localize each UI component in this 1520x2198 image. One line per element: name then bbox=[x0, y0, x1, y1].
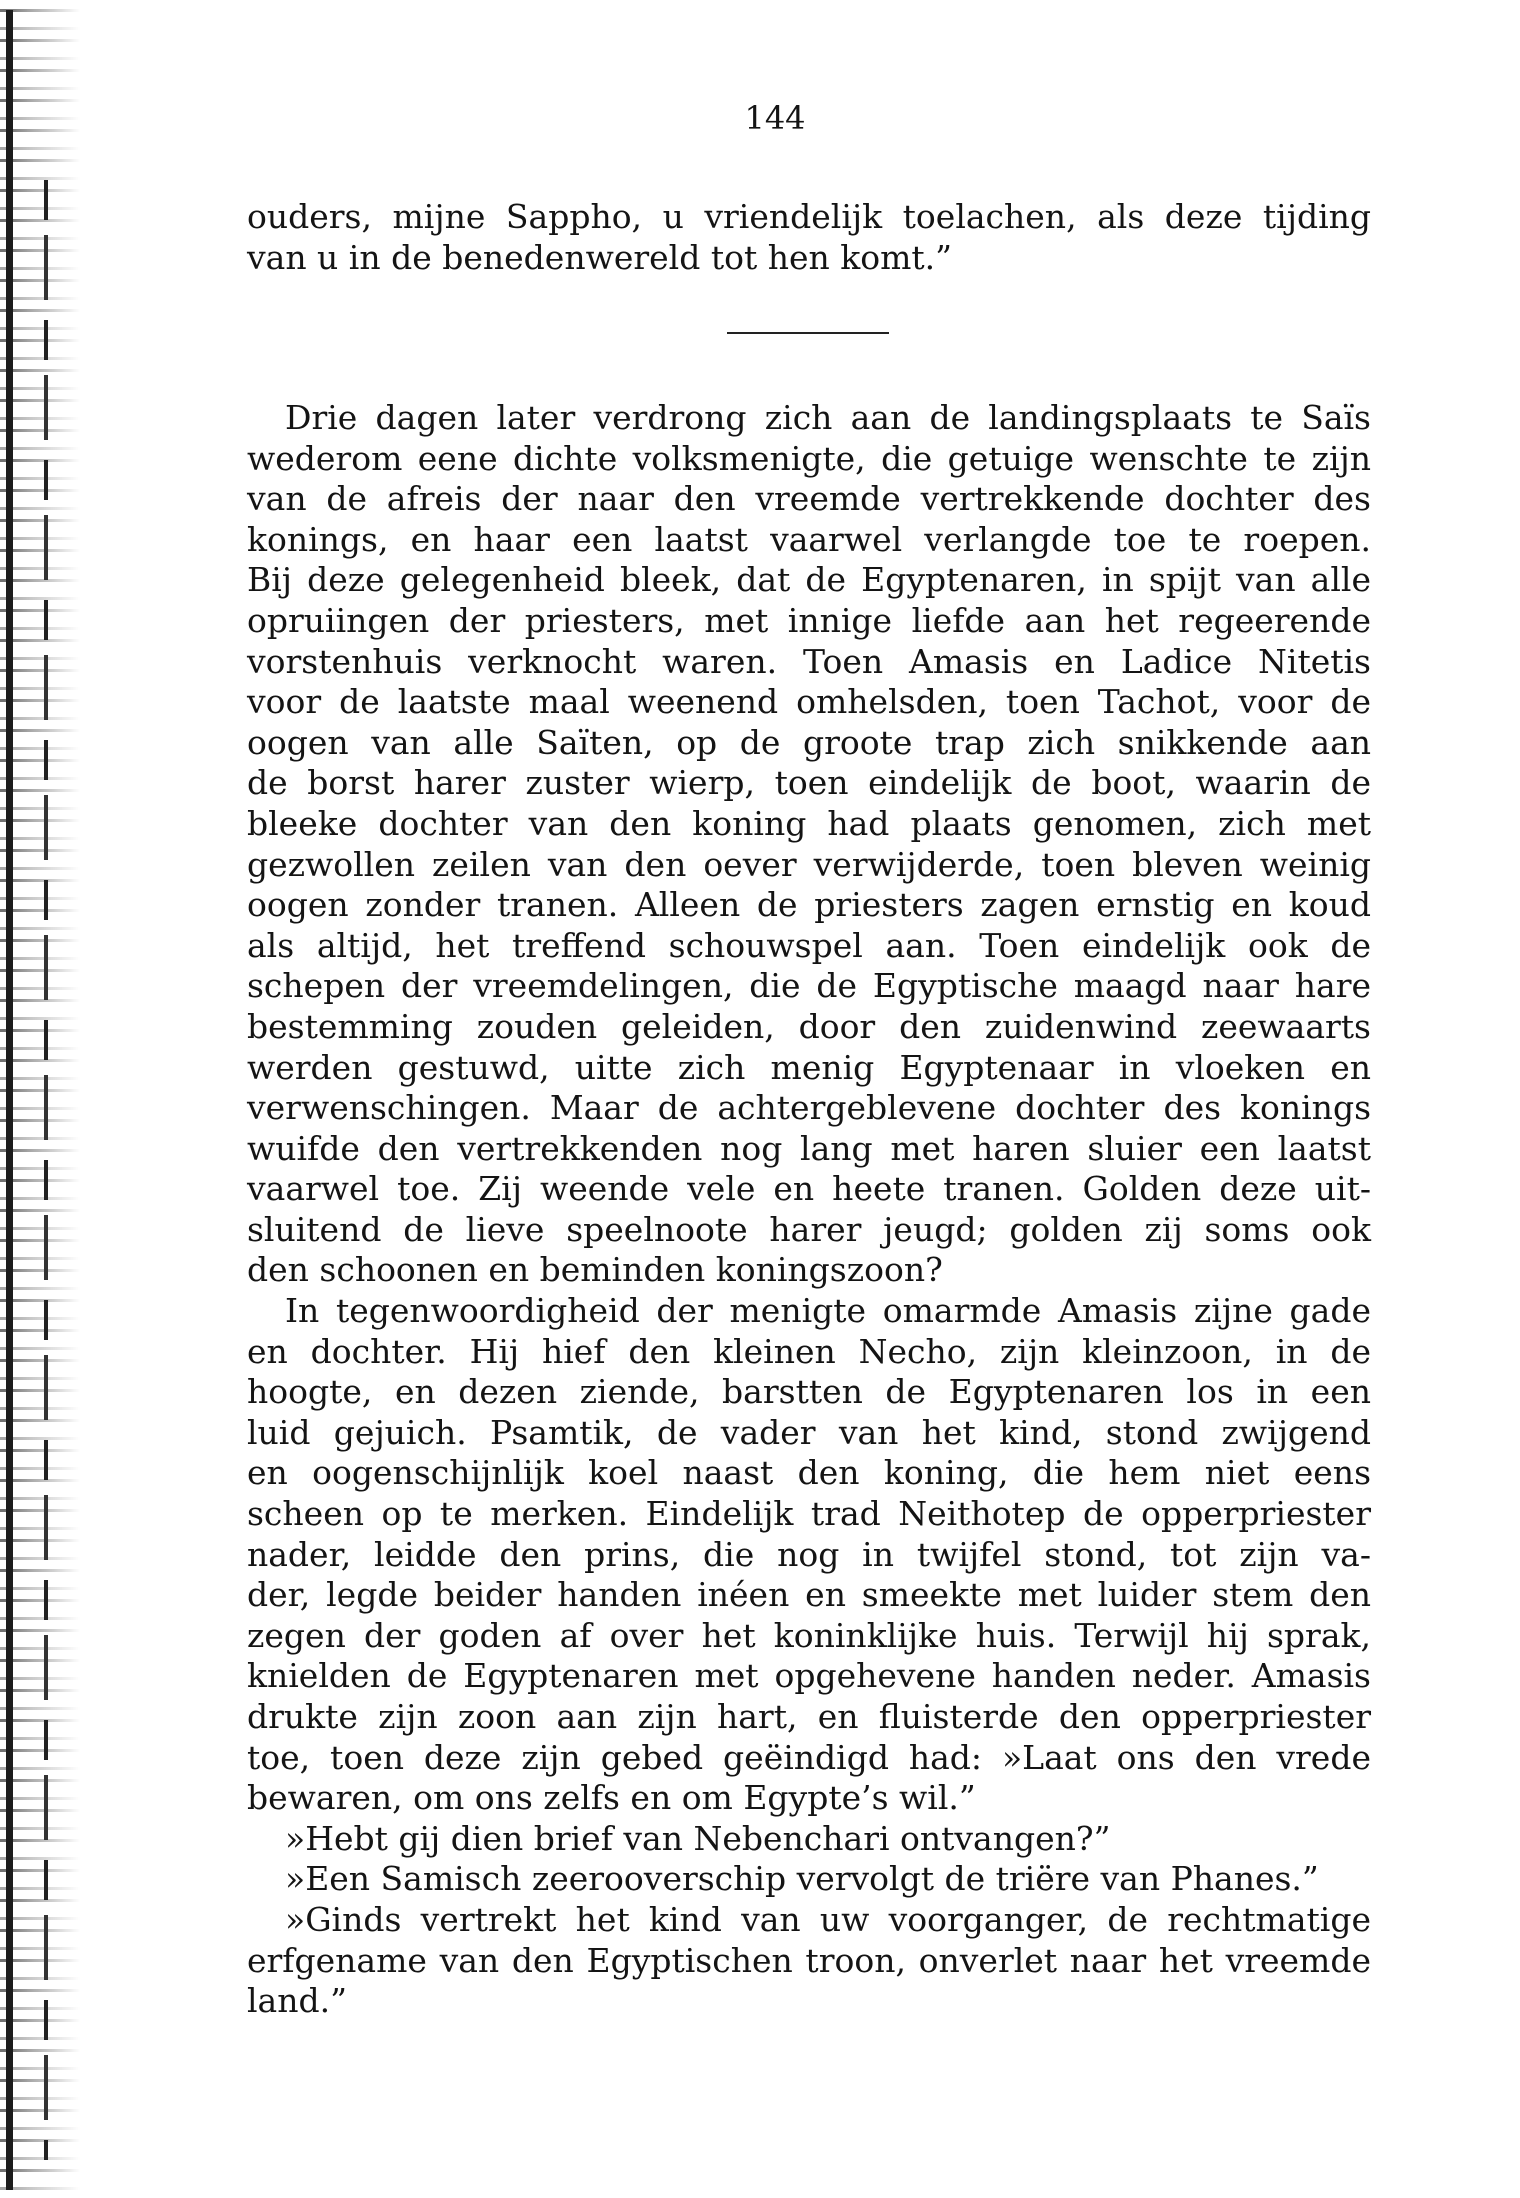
text-line: vorstenhuis verknocht waren. Toen Amasis en Ladice Nitetis bbox=[247, 641, 1371, 681]
text-line: scheen op te merken. Eindelijk trad Neithotep de opperpriester bbox=[247, 1494, 1371, 1534]
text-line: wederom eene dichte volksmenigte, die getuige wenschte te zijn bbox=[247, 438, 1371, 478]
text-line: voor de laatste maal weenend omhelsden, toen Tachot, voor de bbox=[247, 682, 1371, 722]
text-line: erfgename van den Egyptischen troon, onverlet naar het vreemde bbox=[247, 1940, 1371, 1980]
text-line: land.” bbox=[247, 1981, 347, 2021]
text-line: en dochter. Hij hief den kleinen Necho, zijn kleinzoon, in de bbox=[247, 1331, 1371, 1371]
text-line: nader, leidde den prins, die nog in twijfel stond, tot zijn va- bbox=[247, 1534, 1371, 1574]
text-line: sluitend de lieve speelnoote harer jeugd; golden zij soms ook bbox=[247, 1209, 1371, 1249]
text-line: oogen zonder tranen. Alleen de priesters zagen ernstig en koud bbox=[247, 885, 1371, 925]
text-line: verwenschingen. Maar de achtergeblevene dochter des konings bbox=[247, 1088, 1371, 1128]
text-line: werden gestuwd, uitte zich menig Egyptenaar in vloeken en bbox=[247, 1047, 1371, 1087]
text-line: als altijd, het treffend schouwspel aan. Toen eindelijk ook de bbox=[247, 925, 1371, 965]
text-line: drukte zijn zoon aan zijn hart, en fluisterde den opperpriester bbox=[247, 1697, 1371, 1736]
text-line: vaarwel toe. Zij weende vele en heete tranen. Golden deze uit- bbox=[247, 1169, 1371, 1209]
text-line: wuifde den vertrekkenden nog lang met haren sluier een laatst bbox=[247, 1128, 1371, 1168]
page-number: 144 bbox=[744, 99, 806, 137]
text-line: de borst harer zuster wierp, toen eindelijk de boot, waarin de bbox=[247, 763, 1371, 803]
text-line: ouders, mijne Sappho, u vriendelijk toelachen, als deze tijding bbox=[247, 197, 1371, 236]
main-text bbox=[247, 398, 1371, 2022]
text-line: van de afreis der naar den vreemde vertrekkende dochter des bbox=[247, 479, 1371, 519]
section-divider bbox=[727, 332, 889, 334]
text-line: »Een Samisch zeerooverschip vervolgt de triëre van Phanes.” bbox=[285, 1859, 1319, 1899]
continuation-paragraph bbox=[247, 197, 1371, 278]
scan-binding-line bbox=[6, 10, 13, 2190]
text-line: oogen van alle Saïten, op de groote trap zich snikkende aan bbox=[247, 722, 1371, 762]
text-line: schepen der vreemdelingen, die de Egyptische maagd naar hare bbox=[247, 966, 1371, 1006]
text-line: en oogenschijnlijk koel naast den koning, die hem niet eens bbox=[247, 1453, 1371, 1493]
text-line: In tegenwoordigheid der menigte omarmde Amasis zijne gade bbox=[285, 1291, 1371, 1331]
text-line: »Hebt gij dien brief van Nebenchari ontvangen?” bbox=[285, 1818, 1111, 1858]
text-line: konings, en haar een laatst vaarwel verlangde toe te roepen. bbox=[247, 519, 1371, 559]
text-line: »Ginds vertrekt het kind van uw voorganger, de rechtmatige bbox=[285, 1899, 1371, 1939]
text-line: van u in de benedenwereld tot hen komt.” bbox=[247, 237, 953, 277]
text-line: opruiingen der priesters, met innige liefde aan het regeerende bbox=[247, 600, 1371, 640]
text-line: knielden de Egyptenaren met opgehevene handen neder. Amasis bbox=[247, 1656, 1371, 1696]
scan-binding-shadow bbox=[44, 180, 48, 2160]
text-line: bewaren, om ons zelfs en om Egypte’s wil.” bbox=[247, 1778, 976, 1818]
text-line: bleeke dochter van den koning had plaats genomen, zich met bbox=[247, 803, 1371, 843]
text-line: zegen der goden af over het koninklijke huis. Terwijl hij sprak, bbox=[247, 1615, 1371, 1655]
text-line: Bij deze gelegenheid bleek, dat de Egyptenaren, in spijt van alle bbox=[247, 560, 1371, 600]
text-line: toe, toen deze zijn gebed geëindigd had: »Laat ons den vrede bbox=[247, 1737, 1371, 1777]
text-line: den schoonen en beminden koningszoon? bbox=[247, 1250, 943, 1290]
text-line: der, legde beider handen inéen en smeekte met luider stem den bbox=[247, 1575, 1371, 1615]
text-line: hoogte, en dezen ziende, barstten de Egyptenaren los in een bbox=[247, 1372, 1371, 1412]
text-line: luid gejuich. Psamtik, de vader van het kind, stond zwijgend bbox=[247, 1412, 1371, 1452]
text-line: bestemming zouden geleiden, door den zuidenwind zeewaarts bbox=[247, 1006, 1371, 1046]
text-line: gezwollen zeilen van den oever verwijderde, toen bleven weinig bbox=[247, 844, 1371, 884]
text-line: Drie dagen later verdrong zich aan de landingsplaats te Saïs bbox=[285, 398, 1371, 437]
